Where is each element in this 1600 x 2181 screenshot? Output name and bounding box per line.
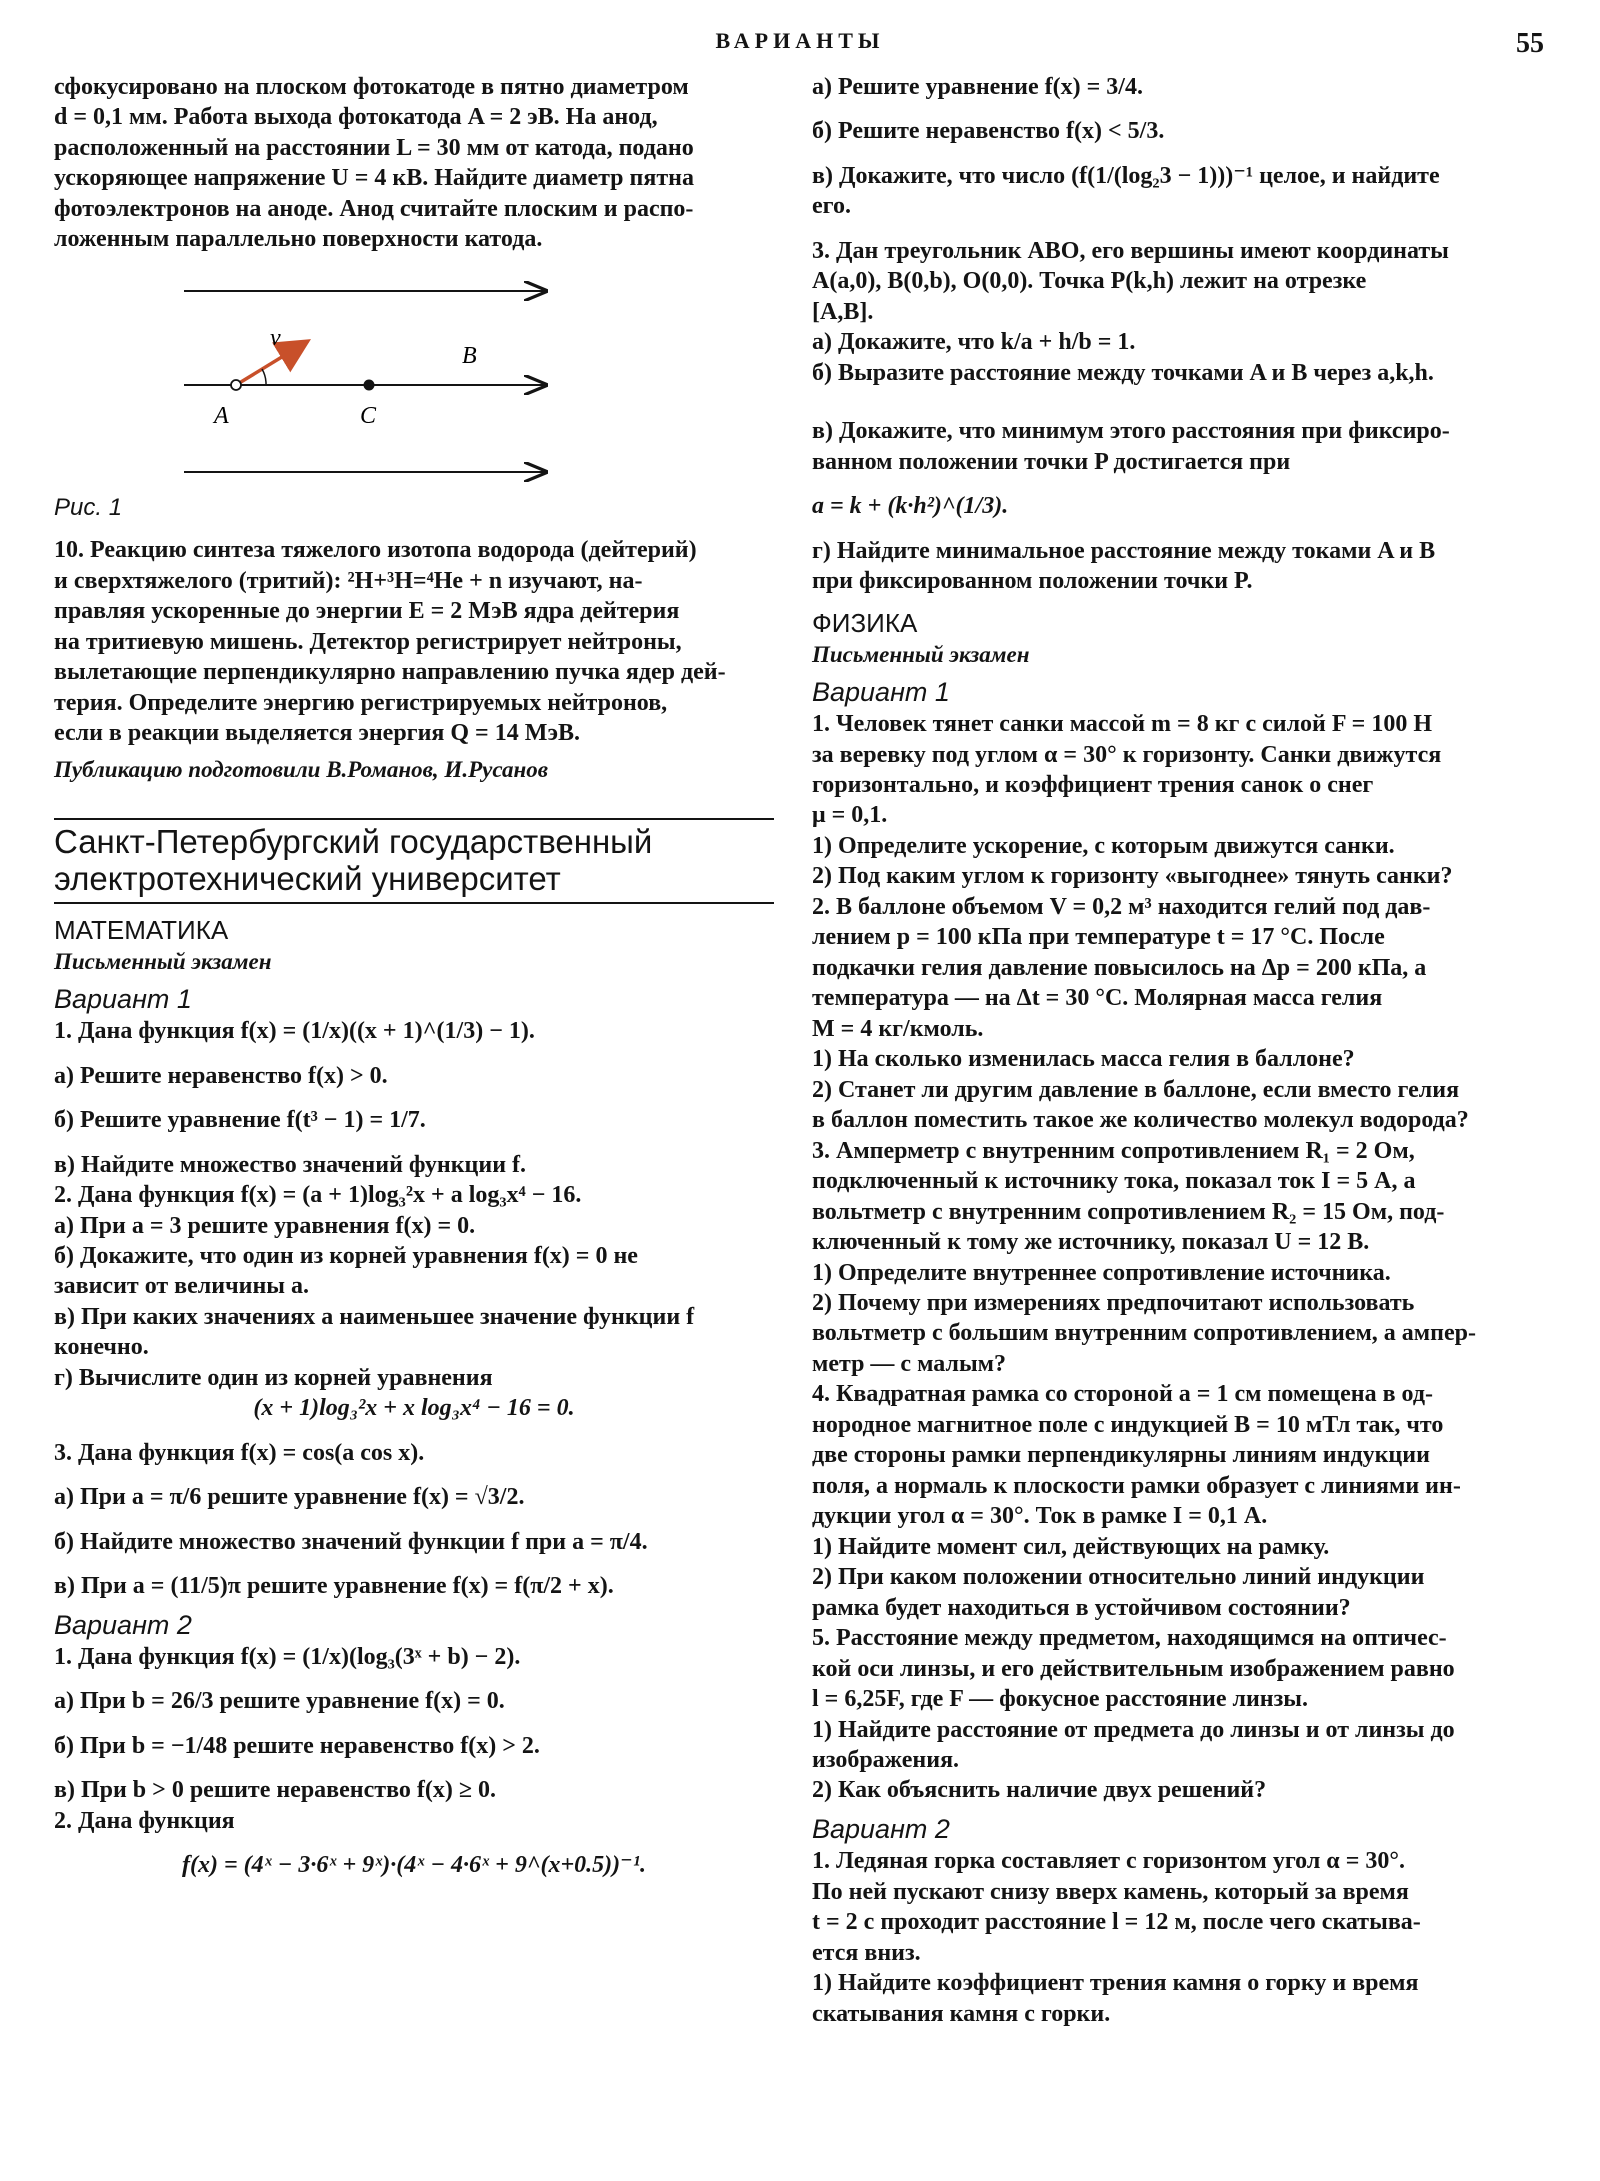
angle-arc bbox=[262, 369, 266, 385]
text-line: M = 4 кг/кмоль. bbox=[812, 1015, 984, 1042]
text-line: скатывания камня с горки. bbox=[812, 2000, 1111, 2027]
label-a: A bbox=[214, 402, 229, 429]
text-line: горизонтально, и коэффициент трения санок о снег bbox=[812, 772, 1374, 798]
text-line: По ней пускают снизу вверх камень, который за время bbox=[812, 1878, 1409, 1905]
text-line: метр — с малым? bbox=[812, 1350, 1007, 1377]
text-line: [A,B]. bbox=[812, 298, 874, 325]
text-line: ключенный к тому же источнику, показал U = 12 В. bbox=[812, 1229, 1370, 1256]
text-line: за веревку под углом α = 30° к горизонту. Санки движутся bbox=[812, 741, 1442, 768]
university-title-line: электротехнический университет bbox=[54, 859, 561, 897]
text-line: а) При a = 3 решите уравнения f(x) = 0. bbox=[54, 1212, 476, 1239]
figure-1-diagram bbox=[64, 263, 584, 483]
text-line: 2) При каком положении относительно линий индукции bbox=[812, 1564, 1425, 1591]
math-variant-2-continued bbox=[812, 72, 1547, 222]
text-line: 3. Дан треугольник ABO, его вершины имеют координаты bbox=[812, 237, 1449, 264]
text-line: 2) Станет ли другим давление в баллоне, если вместо гелия bbox=[812, 1076, 1460, 1103]
text-line: d = 0,1 мм. Работа выхода фотокатода A = 2 эВ. На анод, bbox=[54, 104, 658, 131]
physics-variant-2 bbox=[812, 1846, 1547, 2029]
text-line: терия. Определите энергию регистрируемых нейтронов, bbox=[54, 689, 668, 716]
text-line: 10. Реакцию синтеза тяжелого изотопа водорода (дейтерий) bbox=[54, 537, 697, 564]
text-line: 1) На сколько изменилась масса гелия в баллоне? bbox=[812, 1046, 1355, 1073]
text-line: ускоряющее напряжение U = 4 кВ. Найдите диаметр пятна bbox=[54, 165, 694, 192]
text-line: правляя ускоренные до энергии E = 2 МэВ ядра дейтерия bbox=[54, 598, 680, 625]
publication-credit: Публикацию подготовили В.Романов, И.Русанов bbox=[54, 756, 548, 782]
figure-caption: Рис. 1 bbox=[54, 493, 123, 521]
text-line: а) Решите уравнение f(x) = 3/4. bbox=[812, 74, 1143, 100]
variant-1-heading-physics: Вариант 1 bbox=[812, 676, 950, 707]
text-line: и сверхтяжелого (тритий): ²H+³H=⁴He + n изучают, на- bbox=[54, 567, 643, 594]
text-line: г) Найдите минимальное расстояние между токами A и B bbox=[812, 537, 1436, 564]
math-variant-2 bbox=[54, 1642, 774, 1881]
text-line: рамка будет находиться в устойчивом состоянии? bbox=[812, 1594, 1351, 1621]
text-line: в) При a = (11/5)π решите уравнение f(x) = f(π/2 + x). bbox=[54, 1573, 614, 1600]
text-line: ложенным параллельно поверхности катода. bbox=[54, 226, 543, 253]
text-line: A(a,0), B(0,b), O(0,0). Точка P(k,h) лежит на отрезке bbox=[812, 268, 1367, 295]
text-line: на тритиевую мишень. Детектор регистрирует нейтроны, bbox=[54, 628, 682, 655]
text-line: подключенный к источнику тока, показал ток I = 5 А, а bbox=[812, 1168, 1416, 1195]
text-line: нородное магнитное поле с индукцией B = 10 мТл так, что bbox=[812, 1411, 1444, 1438]
text-line: 3. Амперметр с внутренним сопротивлением R₁ = 2 Ом, bbox=[812, 1137, 1415, 1164]
left-column bbox=[54, 72, 774, 1881]
text-line: в) При каких значениях a наименьшее значение функции f bbox=[54, 1303, 695, 1330]
text-line: t = 2 с проходит расстояние l = 12 м, после чего скатыва- bbox=[812, 1909, 1421, 1936]
text-line: 2) Под каким углом к горизонту «выгоднее» тянуть санки? bbox=[812, 863, 1453, 890]
text-line: поля, а нормаль к плоскости рамки образует с линиями ин- bbox=[812, 1472, 1461, 1499]
text-line: l = 6,25F, где F — фокусное расстояние линзы. bbox=[812, 1686, 1309, 1713]
physics-variant-1 bbox=[812, 709, 1547, 1806]
math-problem-3 bbox=[812, 236, 1547, 597]
text-line: 1) Найдите момент сил, действующих на рамку. bbox=[812, 1533, 1330, 1560]
text-line: 3. Дана функция f(x) = cos(a cos x). bbox=[54, 1439, 425, 1466]
exam-type-math: Письменный экзамен bbox=[54, 948, 272, 974]
point-c bbox=[364, 379, 375, 390]
text-line: в баллон поместить такое же количество молекул водорода? bbox=[812, 1107, 1469, 1134]
text-line: а) При b = 26/3 решите уравнение f(x) = 0. bbox=[54, 1688, 505, 1715]
text-line: 2) Как объяснить наличие двух решений? bbox=[812, 1777, 1267, 1804]
text-line: 1) Найдите расстояние от предмета до линзы и от линзы до bbox=[812, 1716, 1455, 1743]
variant-2-heading-physics: Вариант 2 bbox=[812, 1813, 950, 1844]
text-line: в) Найдите множество значений функции f. bbox=[54, 1151, 527, 1178]
text-line: две стороны рамки перпендикулярны линиям индукции bbox=[812, 1442, 1430, 1469]
text-line: а) Докажите, что k/a + h/b = 1. bbox=[812, 329, 1136, 356]
text-line: 2) Почему при измерениях предпочитают использовать bbox=[812, 1289, 1415, 1316]
label-b: B bbox=[462, 342, 477, 369]
text-line: ется вниз. bbox=[812, 1939, 921, 1966]
label-v: v bbox=[270, 324, 281, 351]
label-c: C bbox=[360, 402, 377, 429]
point-a bbox=[231, 380, 241, 390]
text-line: 2. Дана функция f(x) = (a + 1)log₃²x + a log₃x⁴ − 16. bbox=[54, 1182, 582, 1209]
display-equation: (x + 1)log₃²x + x log₃x⁴ − 16 = 0. bbox=[253, 1395, 575, 1422]
display-equation: f(x) = (4ˣ − 3·6ˣ + 9ˣ)·(4ˣ − 4·6ˣ + 9^(x+0.5))⁻¹. bbox=[181, 1852, 647, 1879]
text-line: температура — на Δt = 30 °C. Молярная масса гелия bbox=[812, 985, 1383, 1012]
text-line: сфокусировано на плоском фотокатоде в пятно диаметром bbox=[54, 74, 689, 100]
text-line: μ = 0,1. bbox=[812, 802, 888, 829]
text-line: дукции угол α = 30°. Ток в рамке I = 0,1 А. bbox=[812, 1503, 1268, 1530]
intro-paragraph bbox=[54, 72, 774, 255]
text-line: б) Решите уравнение f(t³ − 1) = 1/7. bbox=[54, 1107, 426, 1134]
text-line: 1. Ледяная горка составляет с горизонтом угол α = 30°. bbox=[812, 1848, 1405, 1875]
text-line: 2. В баллоне объемом V = 0,2 м³ находится гелий под дав- bbox=[812, 893, 1431, 920]
text-line: конечно. bbox=[54, 1334, 149, 1361]
university-title-line: Санкт-Петербургский государственный bbox=[54, 822, 653, 860]
text-line: 4. Квадратная рамка со стороной a = 1 см помещена в од- bbox=[812, 1381, 1433, 1408]
text-line: изображения. bbox=[812, 1747, 960, 1773]
text-line: 1) Найдите коэффициент трения камня о горку и время bbox=[812, 1970, 1419, 1997]
university-title bbox=[54, 818, 774, 904]
running-title: ВАРИАНТЫ bbox=[715, 28, 885, 53]
page-number: 55 bbox=[1516, 28, 1544, 59]
text-line: 1. Дана функция f(x) = (1/x)(log₃(3ˣ + b) − 2). bbox=[54, 1643, 521, 1670]
text-line: ванном положении точки P достигается при bbox=[812, 448, 1291, 475]
text-line: 2. Дана функция bbox=[54, 1807, 235, 1834]
problem-10 bbox=[54, 535, 774, 748]
text-line: 1) Определите внутреннее сопротивление источника. bbox=[812, 1259, 1391, 1286]
text-line: б) Решите неравенство f(x) < 5/3. bbox=[812, 118, 1165, 145]
text-line: в) При b > 0 решите неравенство f(x) ≥ 0. bbox=[54, 1777, 497, 1804]
text-line: 5. Расстояние между предметом, находящимся на оптичес- bbox=[812, 1625, 1447, 1652]
text-line: вылетающие перпендикулярно направлению пучка ядер дей- bbox=[54, 659, 726, 686]
text-line: в) Докажите, что минимум этого расстояния при фиксиро- bbox=[812, 418, 1450, 445]
text-line: а) Решите неравенство f(x) > 0. bbox=[54, 1062, 388, 1089]
text-line: г) Вычислите один из корней уравнения bbox=[54, 1364, 493, 1391]
variant-2-heading-math: Вариант 2 bbox=[54, 1609, 192, 1640]
text-line: б) Выразите расстояние между точками A и B через a,k,h. bbox=[812, 359, 1434, 386]
right-column bbox=[812, 72, 1547, 2029]
text-line: а) При a = π/6 решите уравнение f(x) = √3/2. bbox=[54, 1484, 525, 1511]
text-line: расположенный на расстоянии L = 30 мм от катода, подано bbox=[54, 134, 694, 161]
text-line: вольтметр с внутренним сопротивлением R₂ = 15 Ом, под- bbox=[812, 1198, 1445, 1225]
variant-1-heading-math: Вариант 1 bbox=[54, 983, 192, 1014]
text-line: подкачки гелия давление повысилось на Δp = 200 кПа, а bbox=[812, 954, 1427, 981]
text-line: при фиксированном положении точки P. bbox=[812, 568, 1253, 595]
text-line: a = k + (k·h²)^(1/3). bbox=[812, 493, 1009, 520]
text-line: вольтметр с большим внутренним сопротивлением, а ампер- bbox=[812, 1320, 1476, 1347]
text-line: зависит от величины a. bbox=[54, 1273, 310, 1300]
text-line: 1) Определите ускорение, с которым движутся санки. bbox=[812, 832, 1395, 859]
text-line: б) Докажите, что один из корней уравнения f(x) = 0 не bbox=[54, 1242, 638, 1269]
text-line: лением p = 100 кПа при температуре t = 17 °C. После bbox=[812, 924, 1385, 951]
section-heading-math: МАТЕМАТИКА bbox=[54, 914, 229, 945]
text-line: 1. Человек тянет санки массой m = 8 кг с силой F = 100 Н bbox=[812, 711, 1432, 738]
text-line: 1. Дана функция f(x) = (1/x)((x + 1)^(1/3) − 1). bbox=[54, 1018, 535, 1045]
text-line: кой оси линзы, и его действительным изображением равно bbox=[812, 1655, 1455, 1682]
math-variant-1 bbox=[54, 1016, 774, 1602]
text-line: б) Найдите множество значений функции f при a = π/4. bbox=[54, 1528, 648, 1555]
text-line: фотоэлектронов на аноде. Анод считайте плоским и распо- bbox=[54, 195, 694, 222]
text-line: в) Докажите, что число (f(1/(log₂3 − 1)))⁻¹ целое, и найдите bbox=[812, 162, 1440, 189]
text-line: если в реакции выделяется энергия Q = 14 МэВ. bbox=[54, 720, 581, 747]
exam-type-physics: Письменный экзамен bbox=[812, 641, 1030, 667]
section-heading-physics: ФИЗИКА bbox=[812, 607, 918, 638]
text-line: б) При b = −1/48 решите неравенство f(x) > 2. bbox=[54, 1732, 540, 1759]
text-line: его. bbox=[812, 193, 851, 220]
